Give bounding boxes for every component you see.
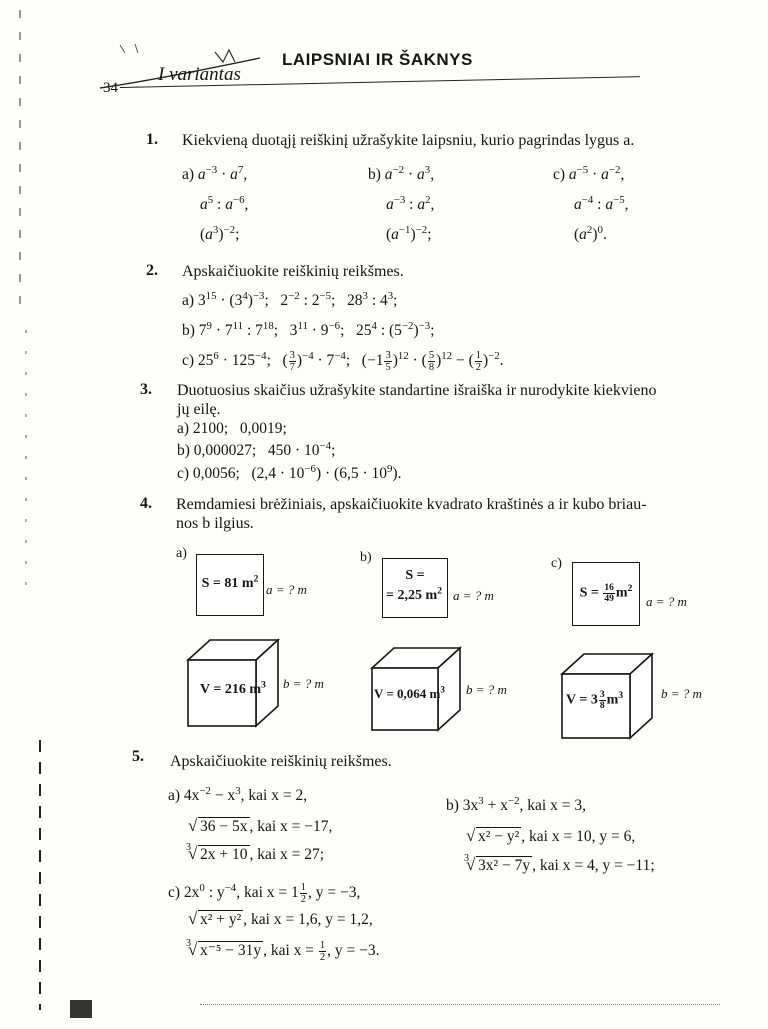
side-question: a = ? m xyxy=(266,582,307,597)
figure-label: b) xyxy=(360,550,372,565)
side-question: a = ? m xyxy=(646,594,687,609)
expression: √ x² − y² , kai x = 10, y = 6, xyxy=(464,828,635,847)
expression: a) $4x^{-2} - x^3$, kai x = 2, xyxy=(168,784,308,804)
cube-volume-label: V = 3 $\frac{3}{8}$ $m^3$ xyxy=(566,690,624,711)
task-text: jų eilę. xyxy=(177,401,221,418)
figure-label: c) xyxy=(551,556,562,571)
square-area-label: S = $\frac{16}{49}$ $m^2$ xyxy=(579,583,633,604)
expression: a) 2100; 0,0019; xyxy=(177,420,287,437)
expression: c) $25^6 \cdot 125^{-4}$; ( $\frac{3}{7}$ )$^{-4} \cdot 7^{-4}$; (−1 $\frac{3}{5}$ )$^{12}$ · ( $\frac{5}{8}$ )$^{12}$ − ( $\frac{1}{2}$ )$^{-2}$. xyxy=(182,349,504,374)
task-number: 3. xyxy=(140,381,152,398)
cube-volume-label: V = 216 $m^3$ xyxy=(200,679,266,697)
task-number: 4. xyxy=(140,495,152,512)
expression: $(a^3)^{-2}$; xyxy=(200,223,240,243)
expression: b) $7^9 \cdot 7^{11}$ : $7^{18}$; $3^{11} \cdot 9^{-6}$; $25^4$ : $(5^{-2})^{-3}$; xyxy=(182,319,435,339)
scan-bottom-rule xyxy=(200,1004,720,1005)
expression: √ 3 3x² − 7y , kai x = 4, y = −11; xyxy=(464,857,655,876)
square-area-label: S = xyxy=(405,568,425,583)
side-question: a = ? m xyxy=(453,588,494,603)
page-title: LAIPSNIAI IR ŠAKNYS xyxy=(282,50,473,69)
expression: a) $a^{-3} \cdot a^7$, xyxy=(182,163,248,183)
expression: b) $3x^3 + x^{-2}$, kai x = 3, xyxy=(446,794,586,814)
cube-volume-label: V = 0,064 $m^3$ xyxy=(374,684,445,701)
expression: √ 3 x⁻⁵ − 31y , kai x = $\frac{1}{2}$ , y = −3. xyxy=(186,940,380,963)
edge-question: b = ? m xyxy=(661,686,702,701)
figure-label: a) xyxy=(176,546,187,561)
page-number: 34 xyxy=(103,80,118,96)
task-number: 5. xyxy=(132,748,144,765)
expression: $a^{-4}$ : $a^{-5}$, xyxy=(574,193,629,213)
edge-question: b = ? m xyxy=(283,676,324,691)
task-text: Apskaičiuokite reiškinių reikšmes. xyxy=(182,263,404,280)
task-text: Kiekvieną duotąjį reiškinį užrašykite laipsniu, kurio pagrindas lygus a. xyxy=(182,132,635,149)
expression: b) 0,000027; $450 \cdot 10^{-4}$; xyxy=(177,439,336,459)
expression: √ 3 2x + 10 , kai x = 27; xyxy=(186,846,324,865)
variant-label: I variantas xyxy=(158,64,241,85)
expression: $(a^{-1})^{-2}$; xyxy=(386,223,432,243)
task-text: Remdamiesi brėžiniais, apskaičiuokite kvadrato kraštinės a ir kubo briau- xyxy=(176,496,647,513)
expression: $a^5$ : $a^{-6}$, xyxy=(200,193,249,213)
expression: √ x² + y² , kai x = 1,6, y = 1,2, xyxy=(186,911,373,930)
expression: $a^{-3}$ : $a^2$, xyxy=(386,193,435,213)
square-area-label: = 2,25 $m^2$ xyxy=(385,585,443,603)
scan-corner-block xyxy=(70,1000,92,1018)
expression: $(a^2)^0$. xyxy=(574,223,607,243)
scan-edge-marks xyxy=(0,0,48,1024)
expression: a) $3^{15} \cdot (3^4)^{-3}$; $2^{-2}$ : $2^{-5}$; $28^3$ : $4^3$; xyxy=(182,289,398,309)
task-text: nos b ilgius. xyxy=(176,515,254,532)
task-number: 1. xyxy=(146,131,158,148)
square-area-label: S = 81 $m^2$ xyxy=(201,573,259,591)
task-text: Apskaičiuokite reiškinių reikšmes. xyxy=(170,753,392,770)
expression: c) $2x^0$ : $y^{-4}$, kai x = 1 $\frac{1}{2}$ , y = −3, xyxy=(168,881,361,906)
task-text: Duotuosius skaičius užrašykite standartine išraiška ir nurodykite kiekvieno xyxy=(177,382,657,399)
edge-question: b = ? m xyxy=(466,682,507,697)
expression: b) $a^{-2} \cdot a^3$, xyxy=(368,163,435,183)
expression: √ 36 − 5x , kai x = −17, xyxy=(186,818,332,837)
expression: c) 0,0056; $(2,4 \cdot 10^{-6}) \cdot (6,5 \cdot 10^9)$. xyxy=(177,462,402,482)
expression: c) $a^{-5} \cdot a^{-2}$, xyxy=(553,163,625,183)
task-number: 2. xyxy=(146,262,158,279)
